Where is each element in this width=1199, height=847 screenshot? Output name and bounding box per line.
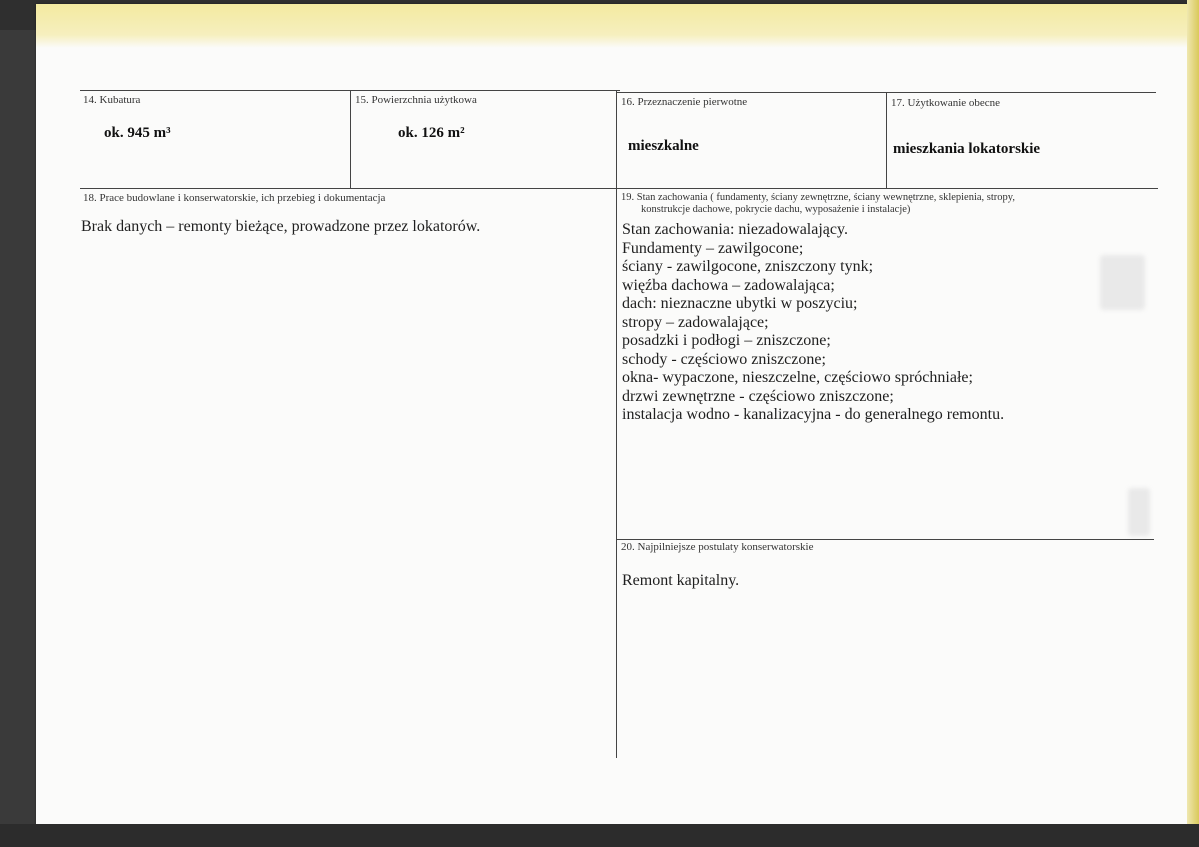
grid-line (80, 188, 1158, 189)
field-19-value (622, 221, 1004, 425)
field-16-label: 16. Przeznaczenie pierwotne (621, 96, 748, 108)
field-19-line: schody - częściowo zniszczone; (622, 350, 826, 368)
field-19-line: posadzki i podłogi – zniszczone; (622, 332, 831, 349)
adhesive-tape-strip (36, 4, 1199, 48)
field-19-label-line1: 19. Stan zachowania ( fundamenty, ściany zewnętrzne, ściany wewnętrzne, sklepienia, stropy, (621, 192, 1015, 203)
field-18-value: Brak danych – remonty bieżące, prowadzone przez lokatorów. (81, 218, 481, 235)
document-sheet (36, 4, 1199, 824)
field-19-line: Fundamenty – zawilgocone; (622, 239, 804, 257)
scan-smudge (1100, 255, 1145, 310)
field-19-line: więźba dachowa – zadowalająca; (622, 276, 835, 294)
field-16-value: mieszkalne (628, 138, 699, 154)
scan-smudge (1128, 488, 1150, 536)
field-15-value: ok. 126 m² (398, 125, 465, 141)
field-19-line: dach: nieznaczne ubytki w poszyciu; (622, 295, 858, 312)
grid-line (350, 90, 351, 188)
scan-background-bottom (0, 824, 1199, 847)
field-17-label: 17. Użytkowanie obecne (891, 97, 1001, 109)
field-19-line: instalacja wodno - kanalizacyjna - do generalnego remontu. (622, 406, 1005, 423)
scan-edge-right (1187, 0, 1199, 847)
field-18-label: 18. Prace budowlane i konserwatorskie, ich przebieg i dokumentacja (83, 192, 386, 204)
grid-line (886, 92, 887, 188)
field-14-label: 14. Kubatura (83, 94, 141, 106)
grid-line (616, 539, 1154, 540)
field-19-line: okna- wypaczone, nieszczelne, częściowo spróchniałe; (622, 369, 973, 386)
grid-line (616, 90, 617, 758)
field-19-line: stropy – zadowalające; (622, 313, 769, 331)
field-19-line: drzwi zewnętrzne - częściowo zniszczone; (622, 387, 894, 405)
field-19-line: Stan zachowania: niezadowalający. (622, 221, 848, 238)
field-20-value: Remont kapitalny. (622, 572, 740, 589)
field-17-value: mieszkania lokatorskie (893, 141, 1041, 157)
field-19-line: ściany - zawilgocone, zniszczony tynk; (622, 258, 874, 275)
field-19-label (621, 192, 1015, 216)
field-14-value: ok. 945 m³ (104, 125, 171, 141)
field-15-label: 15. Powierzchnia użytkowa (355, 94, 477, 106)
field-20-label: 20. Najpilniejsze postulaty konserwatorskie (621, 541, 814, 553)
field-19-label-line2: konstrukcje dachowe, pokrycie dachu, wyposażenie i instalacje) (641, 204, 911, 215)
